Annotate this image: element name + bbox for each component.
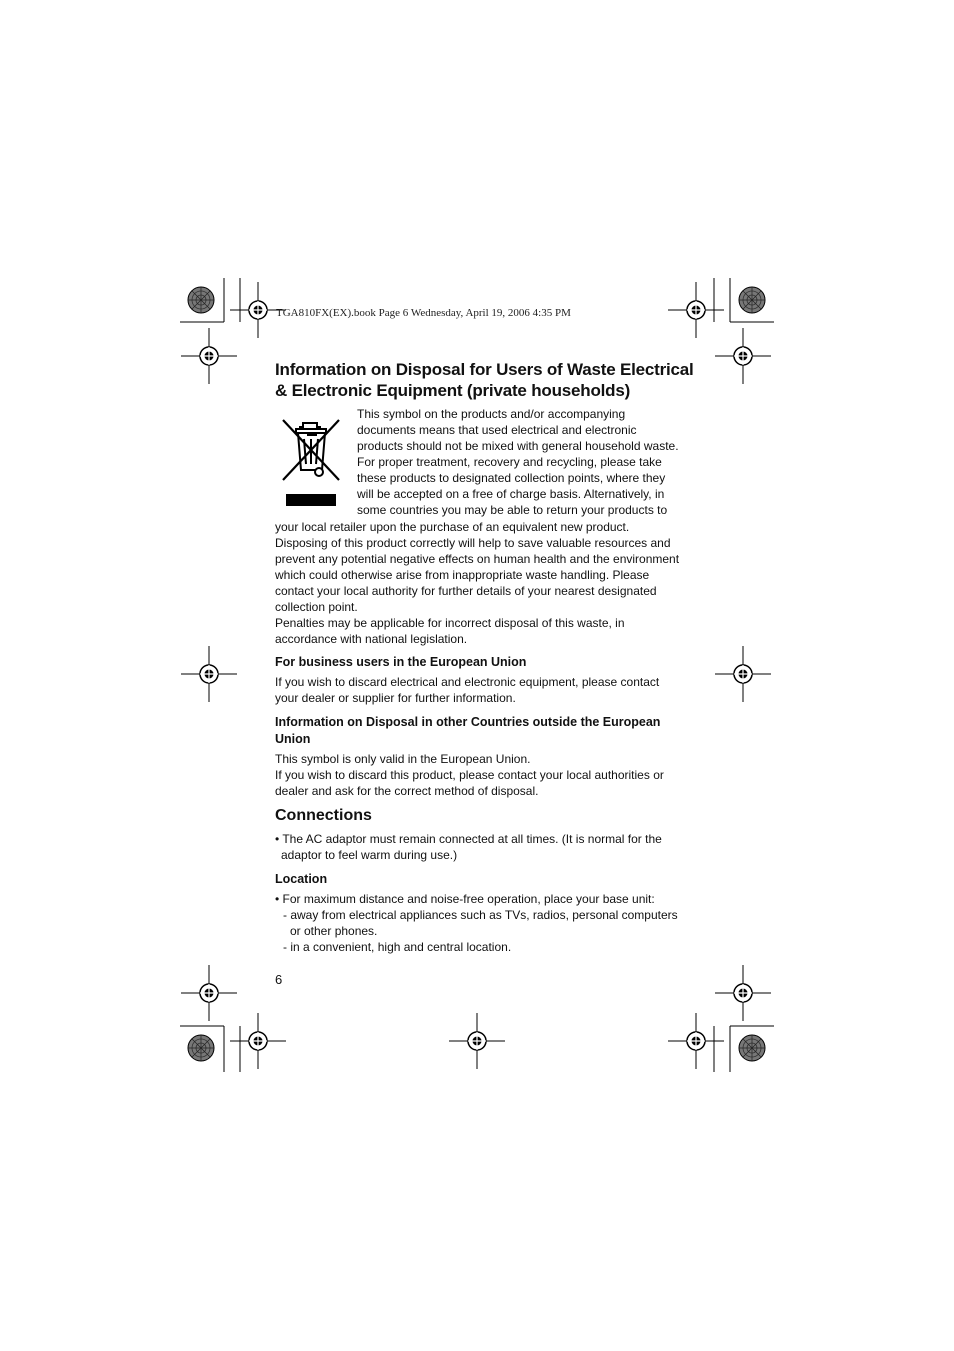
other-countries-line: This symbol is only valid in the European Union.: [275, 752, 531, 766]
body-line: will be accepted on a free of charge basis. Alternatively, in: [357, 487, 665, 501]
other-countries-line: dealer and ask for the correct method of disposal.: [275, 784, 539, 798]
disposal-title-line: Information on Disposal for Users of Waste Electrical: [275, 360, 694, 379]
location-line: - away from electrical appliances such as TVs, radios, personal computers: [283, 908, 678, 922]
body-line: prevent any potential negative effects on human health and the environment: [275, 552, 680, 566]
location-line: or other phones.: [290, 924, 378, 938]
body-line: collection point.: [275, 600, 358, 614]
body-line: For proper treatment, recovery and recycling, please take: [357, 455, 662, 469]
connections-bullet-line: adaptor to feel warm during use.): [281, 848, 458, 862]
file-header-line: TGA810FX(EX).book Page 6 Wednesday, April 19, 2006 4:35 PM: [276, 307, 571, 319]
body-line: products should not be mixed with general household waste.: [357, 439, 679, 453]
body-line: Disposing of this product correctly will help to save valuable resources and: [275, 536, 671, 550]
business-line: If you wish to discard electrical and electronic equipment, please contact: [275, 675, 660, 689]
body-line: contact your local authority for further details of your nearest designated: [275, 584, 657, 598]
disposal-title: [275, 359, 695, 401]
other-countries-heading-line: Information on Disposal in other Countries outside the European: [275, 715, 661, 729]
body-line: Penalties may be applicable for incorrect disposal of this waste, in: [275, 616, 625, 630]
location-heading: Location: [275, 872, 328, 886]
business-heading: For business users in the European Union: [275, 655, 527, 669]
other-countries-heading-line: Union: [275, 732, 311, 746]
crossed-out-wheelie-bin-icon: [279, 414, 343, 508]
connections-bullet-line: • The AC adaptor must remain connected at all times. (It is normal for the: [275, 832, 662, 846]
disposal-title-line: & Electronic Equipment (private households): [275, 381, 631, 400]
body-line: accordance with national legislation.: [275, 632, 468, 646]
body-line: these products to designated collection points, where they: [357, 471, 666, 485]
body-line: your local retailer upon the purchase of an equivalent new product.: [275, 520, 630, 534]
business-line: your dealer or supplier for further information.: [275, 691, 516, 705]
other-countries-line: If you wish to discard this product, please contact your local authorities or: [275, 768, 664, 782]
body-line: This symbol on the products and/or accompanying: [357, 407, 626, 421]
page-number: 6: [275, 972, 283, 987]
connections-heading: Connections: [275, 807, 372, 824]
body-line: which could otherwise arise from inappropriate waste handling. Please: [275, 568, 650, 582]
body-line: some countries you may be able to return your products to: [357, 503, 668, 517]
location-line: • For maximum distance and noise-free operation, place your base unit:: [275, 892, 655, 906]
location-line: - in a convenient, high and central location.: [283, 940, 512, 954]
body-line: documents means that used electrical and electronic: [357, 423, 637, 437]
